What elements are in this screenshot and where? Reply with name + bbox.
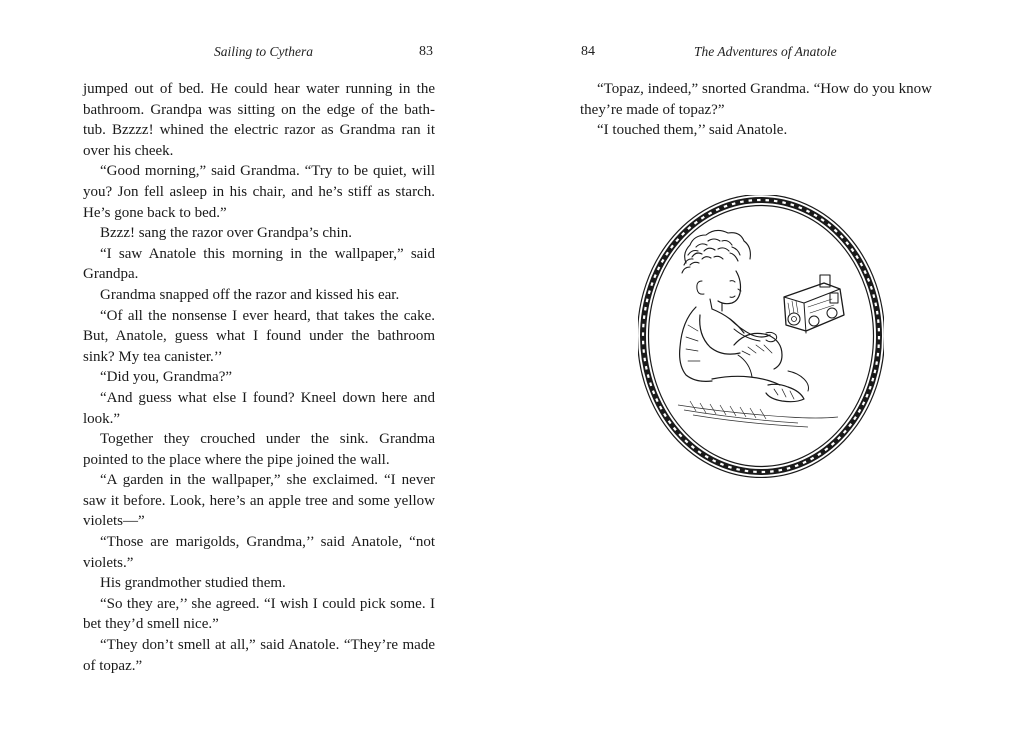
left-page-number: 83 <box>419 44 433 59</box>
paragraph: “Good morning,” said Grandma. “Try to be quiet, will you? Jon fell asleep in his chair, and he’s stiff as starch. He’s gone back to bed.” <box>83 163 435 221</box>
paragraph: His grandmother studied them. <box>100 575 286 592</box>
oval-frame <box>638 195 884 478</box>
hair <box>682 230 750 273</box>
right-page-number: 84 <box>581 44 595 59</box>
paragraph: “Topaz, indeed,” snorted Grandma. “How do you know they’re made of topaz?” <box>580 81 932 118</box>
paragraph: “Did you, Grandma?” <box>100 369 233 386</box>
paragraph: “I touched them,’’ said Anatole. <box>597 122 788 139</box>
toy-locomotive <box>784 275 844 333</box>
right-body-text <box>580 79 932 141</box>
paragraph: jumped out of bed. He could hear water running in the bathroom. Grandpa was sitting on the edge of the bath-tub. Bzzzz! whined the electric razor as Grandma ran it over his cheek. <box>83 81 435 159</box>
paragraph: “Of all the nonsense I ever heard, that takes the cake. But, Anatole, guess what I found under the bathroom sink? My tea canister.’’ <box>83 307 435 365</box>
paragraph: “I saw Anatole this morning in the wallpaper,” said Grandpa. <box>83 245 435 283</box>
paragraph: “So they are,’’ she agreed. “I wish I could pick some. I bet they’d smell nice.” <box>83 595 435 633</box>
paragraph: “A garden in the wallpaper,” she exclaimed. “I never saw it before. Look, here’s an apple tree and some yellow violets—” <box>83 472 435 530</box>
left-body-text <box>83 79 435 676</box>
boy-with-toy-train-illustration <box>638 195 884 478</box>
right-page <box>507 0 1014 739</box>
right-running-head: The Adventures of Anatole <box>694 44 837 59</box>
ground-shading <box>678 401 838 427</box>
paragraph: “And guess what else I found? Kneel down here and look.” <box>83 389 435 427</box>
left-running-head: Sailing to Cythera <box>214 44 313 59</box>
paragraph: “Those are marigolds, Grandma,’’ said Anatole, “not violets.” <box>83 534 435 571</box>
paragraph: Together they crouched under the sink. Grandma pointed to the place where the pipe joined the wall. <box>83 431 435 468</box>
paragraph: Grandma snapped off the razor and kissed his ear. <box>100 286 400 303</box>
paragraph: “They don’t smell at all,” said Anatole. “They’re made of topaz.” <box>83 637 435 674</box>
paragraph: Bzzz! sang the razor over Grandpa’s chin. <box>100 225 352 242</box>
